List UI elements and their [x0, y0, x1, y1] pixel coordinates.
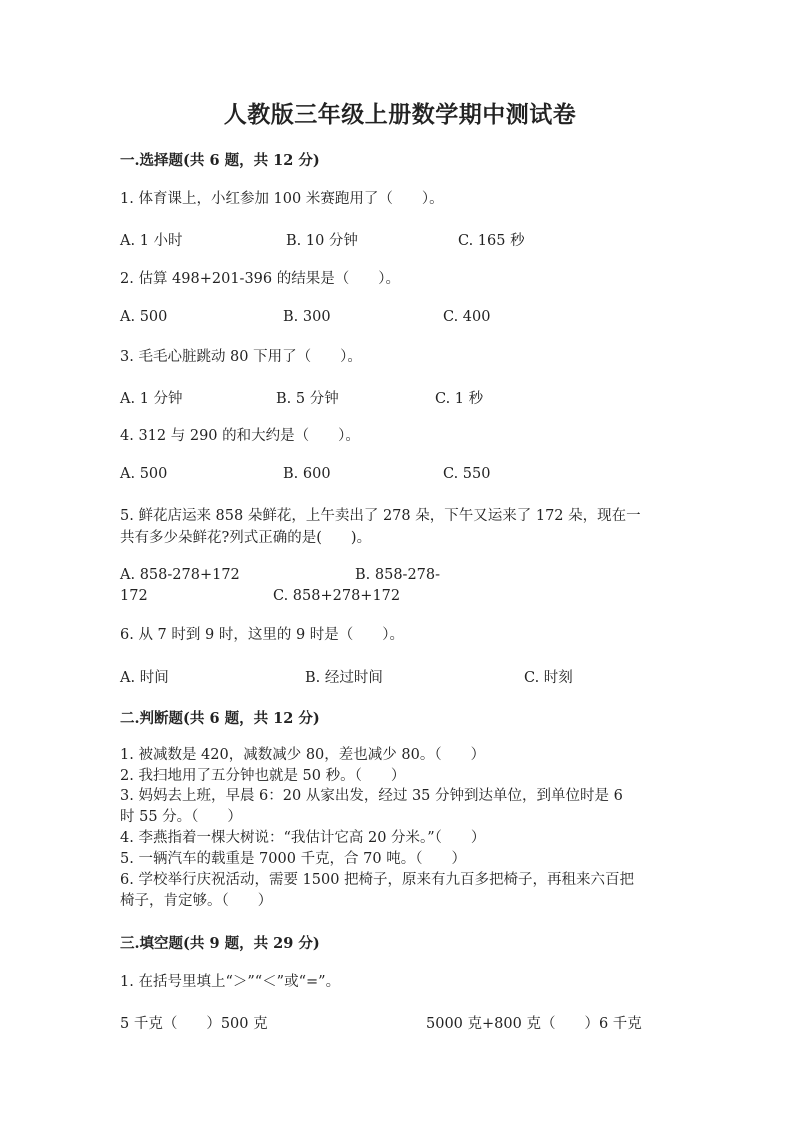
question-text: 2. 估算 498+201-396 的结果是（ ）。 — [120, 271, 400, 287]
option-a: A. 500 — [120, 309, 168, 325]
page-title: 人教版三年级上册数学期中测试卷 — [223, 101, 577, 128]
option-b: B. 300 — [283, 309, 331, 325]
judge-line: 2. 我扫地用了五分钟也就是 50 秒。（ ） — [120, 768, 406, 784]
question-text: 1. 体育课上，小红参加 100 米赛跑用了（ ）。 — [120, 191, 444, 207]
question-text: 1. 在括号里填上“＞”“＜”或“=”。 — [120, 974, 341, 990]
judge-line: 5. 一辆汽车的载重是 7000 千克，合 70 吨。（ ） — [120, 851, 466, 867]
option-b: B. 5 分钟 — [276, 391, 339, 407]
option-a: A. 500 — [120, 466, 168, 482]
fill-item-right: 5000 克+800 克（ ）6 千克 — [426, 1016, 642, 1032]
option-c: C. 165 秒 — [458, 233, 525, 249]
question-text: 6. 从 7 时到 9 时，这里的 9 时是（ ）。 — [120, 627, 405, 643]
option-c: C. 400 — [443, 309, 491, 325]
section-header-judge: 二.判断题(共 6 题，共 12 分) — [120, 710, 320, 727]
option-b: B. 经过时间 — [305, 670, 383, 686]
judge-line: 椅子，肯定够。（ ） — [120, 893, 273, 909]
question-text: 4. 312 与 290 的和大约是（ ）。 — [120, 428, 360, 444]
option-b: B. 858-278- — [355, 567, 441, 583]
judge-line: 6. 学校举行庆祝活动，需要 1500 把椅子，原来有九百多把椅子，再租来六百把 — [120, 872, 635, 888]
judge-line: 1. 被减数是 420，减数减少 80，差也减少 80。（ ） — [120, 747, 486, 763]
option-c: C. 1 秒 — [435, 391, 484, 407]
section-header-choice: 一.选择题(共 6 题，共 12 分) — [120, 152, 320, 169]
option-b: B. 10 分钟 — [286, 233, 358, 249]
option-c: C. 858+278+172 — [273, 588, 401, 604]
option-c: C. 时刻 — [524, 670, 573, 686]
question-text: 5. 鲜花店运来 858 朵鲜花，上午卖出了 278 朵，下午又运来了 172 朵，现在一 — [120, 508, 641, 524]
judge-line: 时 55 分。（ ） — [120, 809, 242, 825]
option-b-continued: 172 — [120, 588, 148, 604]
judge-line: 4. 李燕指着一棵大树说：“我估计它高 20 分米。”（ ） — [120, 830, 486, 846]
option-a: A. 858-278+172 — [120, 567, 240, 583]
option-b: B. 600 — [283, 466, 331, 482]
option-a: A. 时间 — [120, 670, 169, 686]
judge-line: 3. 妈妈去上班，早晨 6：20 从家出发，经过 35 分钟到达单位，到单位时是 6 — [120, 788, 623, 804]
section-header-fill: 三.填空题(共 9 题，共 29 分) — [120, 935, 320, 952]
fill-item-left: 5 千克（ ）500 克 — [120, 1016, 268, 1032]
option-a: A. 1 分钟 — [120, 391, 183, 407]
option-a: A. 1 小时 — [120, 233, 183, 249]
option-c: C. 550 — [443, 466, 491, 482]
question-text: 3. 毛毛心脏跳动 80 下用了（ ）。 — [120, 349, 362, 365]
question-text-continued: 共有多少朵鲜花?列式正确的是( )。 — [120, 530, 372, 546]
